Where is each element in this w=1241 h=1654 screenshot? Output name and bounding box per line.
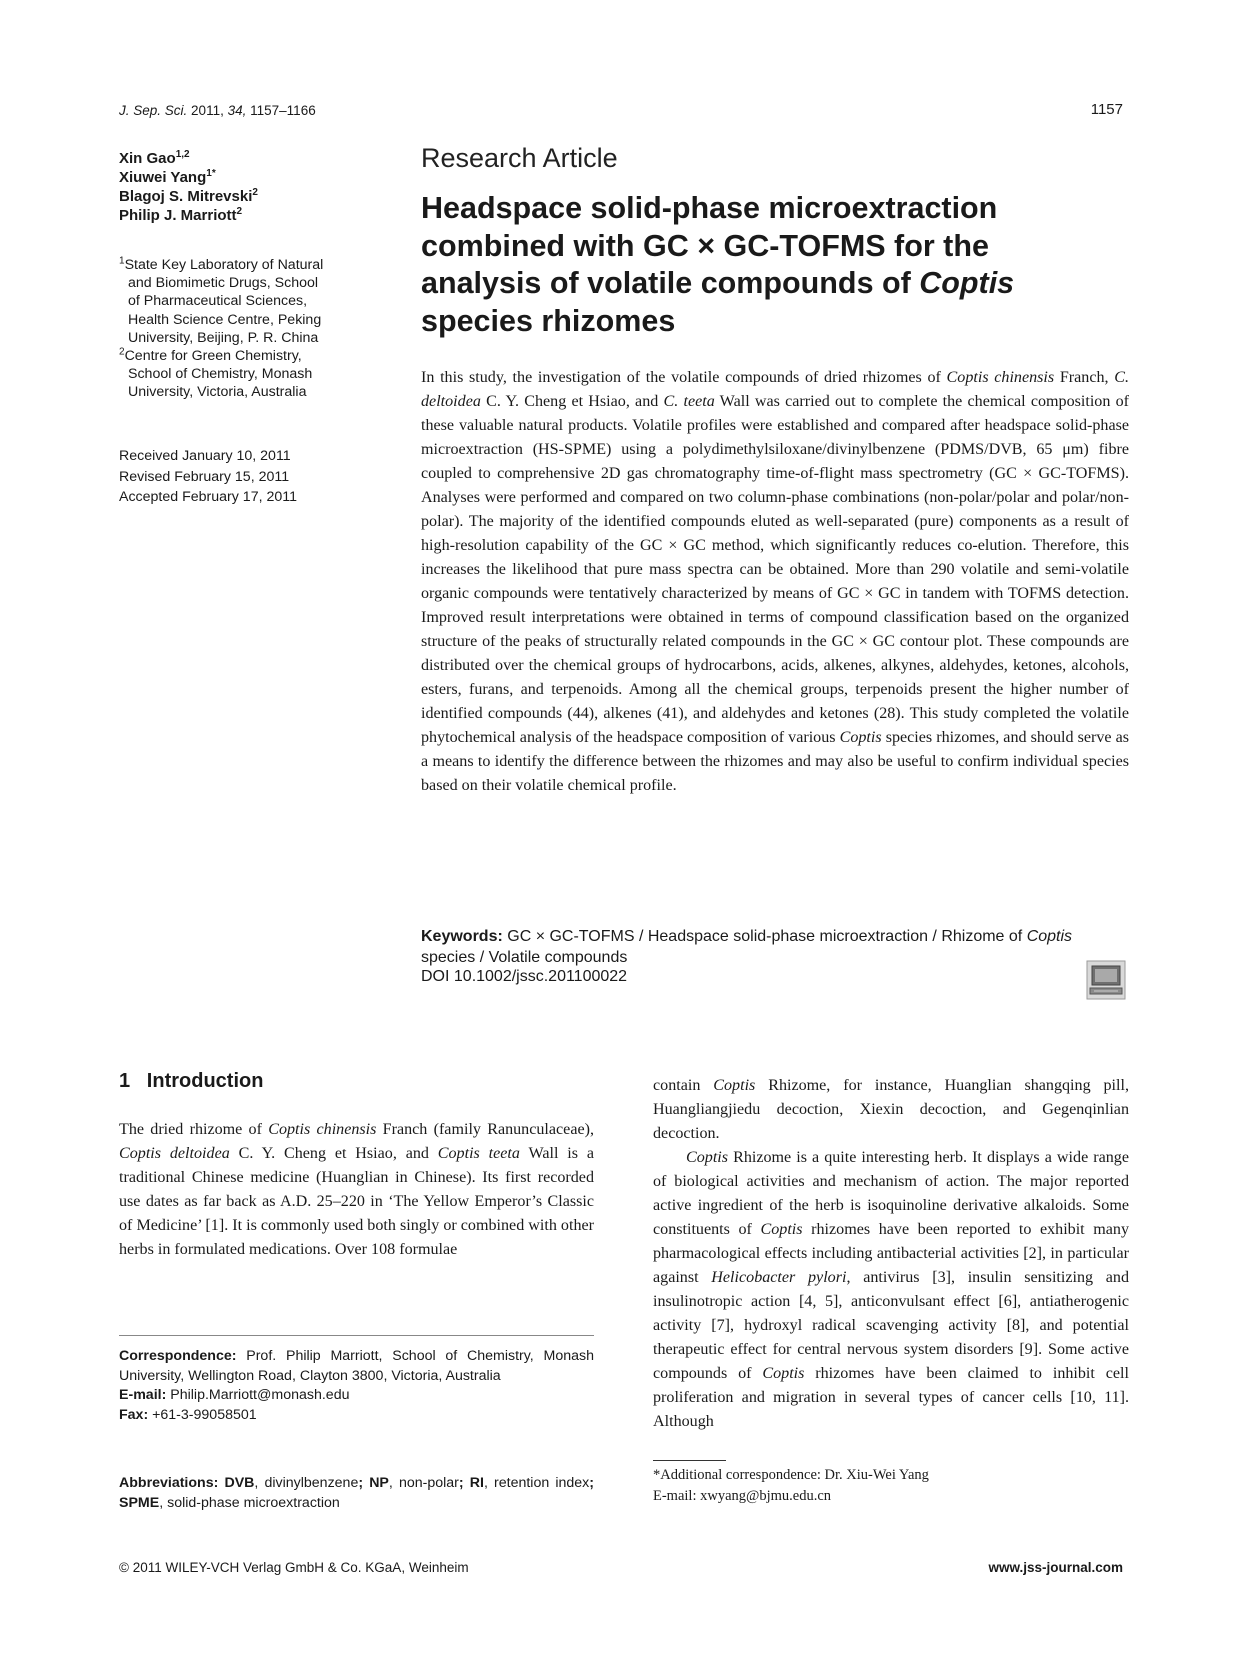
author-list: [119, 149, 258, 225]
affiliation-line: Health Science Centre, Peking: [128, 311, 322, 328]
journal-volume: 34,: [227, 103, 247, 118]
intro-paragraph: The dried rhizome of Coptis chinensis Franch (family Ranunculaceae), Coptis deltoidea C. Y. Cheng et Hsiao, and Coptis teeta Wall is a traditional Chinese medicine (Huanglian in Chinese). Its first recorded use dates as far back as A.D. 25–220 in ‘The Yellow Emperor’s Classic of Medicine’ [1]. It is commonly used both singly or combined with other herbs in formulated medications. Over 108 formulae: [119, 1121, 594, 1258]
divider: [119, 1335, 594, 1336]
keywords-label: Keywords:: [421, 928, 503, 945]
footnote-divider: [653, 1460, 726, 1461]
section-heading: 1 Introduction: [119, 1070, 264, 1092]
affiliation-line: University, Beijing, P. R. China: [128, 329, 319, 346]
affiliations: [119, 256, 389, 402]
revised-date: Revised February 15, 2011: [119, 468, 290, 485]
affiliation-line: $^1$State Key Laboratory of Natural: [119, 255, 324, 273]
affiliation-line: School of Chemistry, Monash: [128, 366, 313, 383]
author: Blagoj S. Mitrevski$^2$: [119, 187, 258, 205]
body-paragraph: contain Coptis Rhizome, for instance, Huanglian shangqing pill, Huangliangjiedu decoction, Xiexin decoction, and Gegenqinlian decoction.: [653, 1077, 1129, 1142]
page-number: 1157: [1090, 101, 1123, 118]
author: Philip J. Marriott$^2$: [119, 206, 243, 224]
affiliation-line: University, Victoria, Australia: [128, 384, 307, 401]
email-link[interactable]: Philip.Marriott@monash.edu: [166, 1387, 350, 1403]
abbreviations: Abbreviations: DVB, divinylbenzene; NP, non-polar; RI, retention index; SPME, solid-phase microextraction: [119, 1475, 594, 1511]
affiliation-line: and Biomimetic Drugs, School: [128, 275, 319, 292]
affiliation-line: $^2$Centre for Green Chemistry,: [119, 346, 302, 365]
abstract: In this study, the investigation of the volatile compounds of dried rhizomes of Coptis chinensis Franch, C. deltoidea C. Y. Cheng et Hsiao, and C. teeta Wall was carried out to complete the chemical composition of these valuable natural products. Volatile profiles were established and compared after headspace solid-phase microextraction (HS-SPME) using a polydimethylsiloxane/divinylbenzene (PDMS/DVB, 65 μm) fibre coupled to comprehensive 2D gas chromatography time-of-flight mass spectrometry (GC × GC-TOFMS). Analyses were performed and compared on two column-phase combinations (non-polar/polar and polar/non-polar). The majority of the identified compounds eluted as well-separated (pure) components as a result of high-resolution capability of the GC × GC method, which significantly reduces co-elution. Therefore, this increases the likelihood that pure mass spectra can be obtained. More than 290 volatile and semi-volatile organic compounds were tentatively characterized by means of GC × GC in tandem with TOFMS detection. Improved result interpretations were obtained in terms of compound classification based on the organized structure of the peaks of structurally related compounds in the GC × GC contour plot. These compounds are distributed over the chemical groups of hydrocarbons, acids, alkenes, alkynes, aldehydes, ketones, alcohols, esters, furans, and terpenoids. Among all the chemical groups, terpenoids present the higher number of identified compounds (44), alkenes (41), and aldehydes and ketones (28). This study completed the volatile phytochemical analysis of the headspace composition of various Coptis species rhizomes, and should serve as a means to identify the difference between the rhizomes and may also be useful to confirm individual species based on their volatile chemical profile.: [421, 369, 1130, 794]
doi[interactable]: DOI 10.1002/jssc.201100022: [421, 968, 628, 985]
copyright: © 2011 WILEY-VCH Verlag GmbH & Co. KGaA, Weinheim: [119, 1560, 469, 1575]
author: Xin Gao$^{1,2}$: [119, 149, 190, 167]
article-dates: [119, 446, 297, 508]
received-date: Received January 10, 2011: [119, 448, 291, 464]
author: Xiuwei Yang$^{1*}$: [119, 168, 216, 186]
article-title: Headspace solid-phase microextraction combined with GC × GC-TOFMS for the analysis of volatile compounds of Coptis species rhizomes: [421, 191, 1015, 338]
journal-url[interactable]: www.jss-journal.com: [988, 1560, 1123, 1575]
body-column-right: [653, 1074, 1129, 1434]
keywords: Keywords: GC × GC-TOFMS / Headspace solid-phase microextraction / Rhizome of Coptis species / Volatile compounds: [421, 928, 1073, 966]
journal-name: J. Sep. Sci.: [119, 103, 188, 118]
body-paragraph: Coptis Rhizome is a quite interesting herb. It displays a wide range of biological activities and mechanism of action. The major reported active ingredient of the herb is isoquinoline derivative alkaloids. Some constituents of Coptis rhizomes have been reported to exhibit many pharmacological effects including antibacterial activities [2], in particular against Helicobacter pylori, antivirus [3], insulin sensitizing and insulinotropic action [4, 5], anticonvulsant effect [6], antiatherogenic activity [7], hydroxyl radical scavenging activity [8], and potential therapeutic effect for central nervous system disorders [9]. Some active compounds of Coptis rhizomes have been claimed to inhibit cell proliferation and migration in several types of cancer cells [10, 11]. Although: [653, 1149, 1130, 1430]
computer-icon: [1086, 960, 1126, 1000]
accepted-date: Accepted February 17, 2011: [119, 489, 297, 505]
journal-pages: 1157–1166: [250, 103, 316, 118]
article-type: Research Article: [421, 143, 618, 173]
correspondence: Correspondence: Prof. Philip Marriott, School of Chemistry, Monash University, Wellington Road, Clayton 3800, Victoria, Australia E-mail: Philip.Marriott@monash.edu Fax: +61-3-99058501: [119, 1348, 594, 1423]
running-head: [119, 103, 316, 118]
affiliation-line: of Pharmaceutical Sciences,: [128, 293, 308, 310]
footnote: *Additional correspondence: Dr. Xiu-Wei Yang E-mail: xwyang@bjmu.edu.cn: [653, 1467, 929, 1504]
journal-year: 2011,: [191, 103, 224, 118]
